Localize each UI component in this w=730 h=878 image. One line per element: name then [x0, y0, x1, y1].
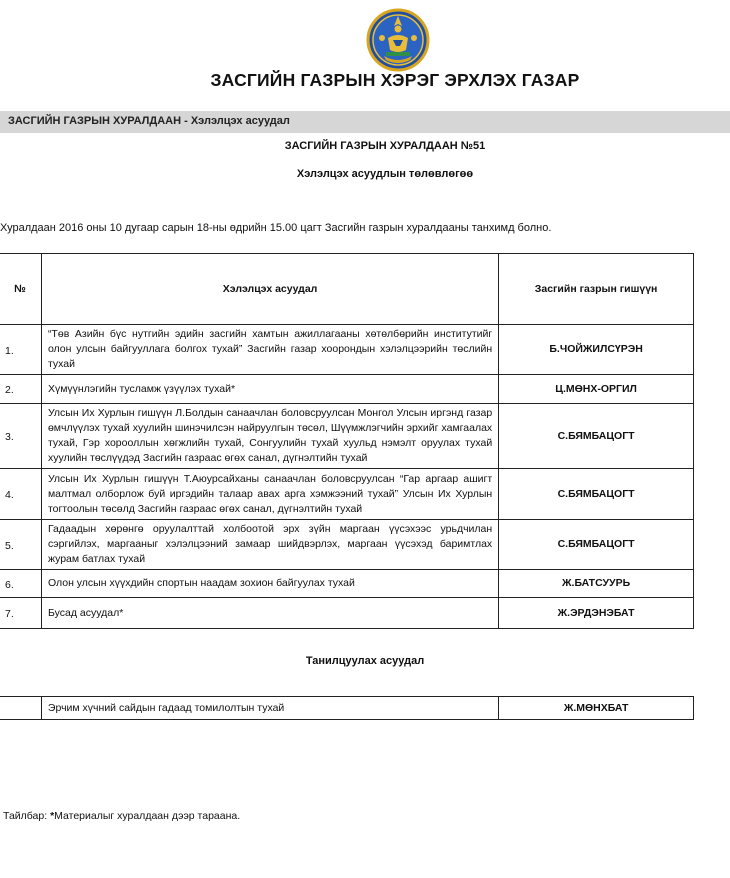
footnote-label: Тайлбар:: [3, 810, 51, 822]
meeting-title: ЗАСГИЙН ГАЗРЫН ХУРАЛДААН №51: [284, 140, 486, 152]
state-emblem-icon: [366, 8, 430, 72]
row-member: С.БЯМБАЦОГТ: [499, 520, 694, 570]
row-member: Ж.ЭРДЭНЭБАТ: [499, 598, 694, 629]
table-row: [0, 697, 694, 720]
agency-title: ЗАСГИЙН ГАЗРЫН ХЭРЭГ ЭРХЛЭХ ГАЗАР: [210, 70, 580, 90]
header-member: Засгийн газрын гишүүн: [499, 254, 694, 325]
row-number: 6.: [0, 570, 41, 598]
row-topic: “Төв Азийн бүс нутгийн эдийн засгийн хамтын ажиллагааны хөтөлбөрийн институтийг олон улсын байгууллага болгох тухай” Засгийн газар хоорондын хэлэлцээрийн төслийн тухай: [41, 325, 498, 375]
row-member: С.БЯМБАЦОГТ: [499, 469, 694, 520]
row-member: Ж.МӨНХБАТ: [499, 697, 694, 720]
row-number: 7.: [0, 598, 41, 629]
table-row: [0, 404, 694, 469]
row-topic: Улсын Их Хурлын гишүүн Л.Болдын санаачлан боловсруулсан Монгол Улсын иргэнд газар өмчлүүлэх тухай хуулийн шинэчилсэн найруулгын төсөл, Шүүмжлэгчийн эрхийг хамгаалах тухай, Гэр хорооллын хөгжлийн тухай, Сонгуулийн тухай хуульд нэмэлт оруулах тухай хуулийн төслүүдэд Засгийн газраас өгөх санал, дүгнэлтийн тухай: [41, 404, 498, 469]
breadcrumb: [0, 111, 730, 133]
row-number: 1.: [0, 325, 41, 375]
row-number: 4.: [0, 469, 41, 520]
agenda-table: [0, 253, 694, 629]
agenda-plan-title: Хэлэлцэх асуудлын төлөвлөгөө: [296, 168, 474, 180]
introductory-table: [0, 696, 694, 720]
row-number: 2.: [0, 375, 41, 404]
row-topic: Эрчим хүчний сайдын гадаад томилолтын тухай: [41, 697, 498, 720]
introductory-heading: Танилцуулах асуудал: [305, 655, 425, 667]
table-header-row: [0, 254, 694, 325]
footnote: [3, 810, 240, 822]
header-topic: Хэлэлцэх асуудал: [41, 254, 498, 325]
row-member: Ж.БАТСУУРЬ: [499, 570, 694, 598]
footnote-star: *: [50, 810, 55, 822]
row-member: С.БЯМБАЦОГТ: [499, 404, 694, 469]
table-row: [0, 375, 694, 404]
table-row: [0, 570, 694, 598]
breadcrumb-text[interactable]: ЗАСГИЙН ГАЗРЫН ХУРАЛДААН - Хэлэлцэх асуудал: [8, 115, 290, 127]
footnote-text: Материалыг хуралдаан дээр тараана.: [54, 810, 241, 822]
table-row: [0, 520, 694, 570]
row-topic: Улсын Их Хурлын гишүүн Т.Аюурсайханы санаачлан боловсруулсан “Гар аргаар ашигт малтмал олборлож буй иргэдийн талаар авах арга хэмжээний тухай” Улсын Их Хурлын тогтоолын төсөлд Засгийн газраас өгөх санал, дүгнэлтийн тухай: [41, 469, 498, 520]
row-number: 3.: [0, 404, 41, 469]
row-topic: Олон улсын хүүхдийн спортын наадам зохион байгуулах тухай: [41, 570, 498, 598]
row-topic: Хүмүүнлэгийн тусламж үзүүлэх тухай*: [41, 375, 498, 404]
header-number: №: [0, 254, 41, 325]
row-member: Б.ЧОЙЖИЛСҮРЭН: [499, 325, 694, 375]
row-topic: Гадаадын хөрөнгө оруулалттай холбоотой эрх зүйн маргаан үүсэхээс урьдчилан сэргийлэх, маргааныг хэлэлцээний замаар шийдвэрлэх, маргаан үүсэхэд баримтлах журам батлах тухай: [41, 520, 498, 570]
table-row: [0, 325, 694, 375]
row-number: [0, 697, 41, 720]
row-member: Ц.МӨНХ-ОРГИЛ: [499, 375, 694, 404]
row-number: 5.: [0, 520, 41, 570]
table-row: [0, 598, 694, 629]
row-topic: Бусад асуудал*: [41, 598, 498, 629]
meeting-intro-text: Хуралдаан 2016 оны 10 дугаар сарын 18-ны өдрийн 15.00 цагт Засгийн газрын хуралдааны танхимд болно.: [0, 222, 552, 234]
table-row: [0, 469, 694, 520]
